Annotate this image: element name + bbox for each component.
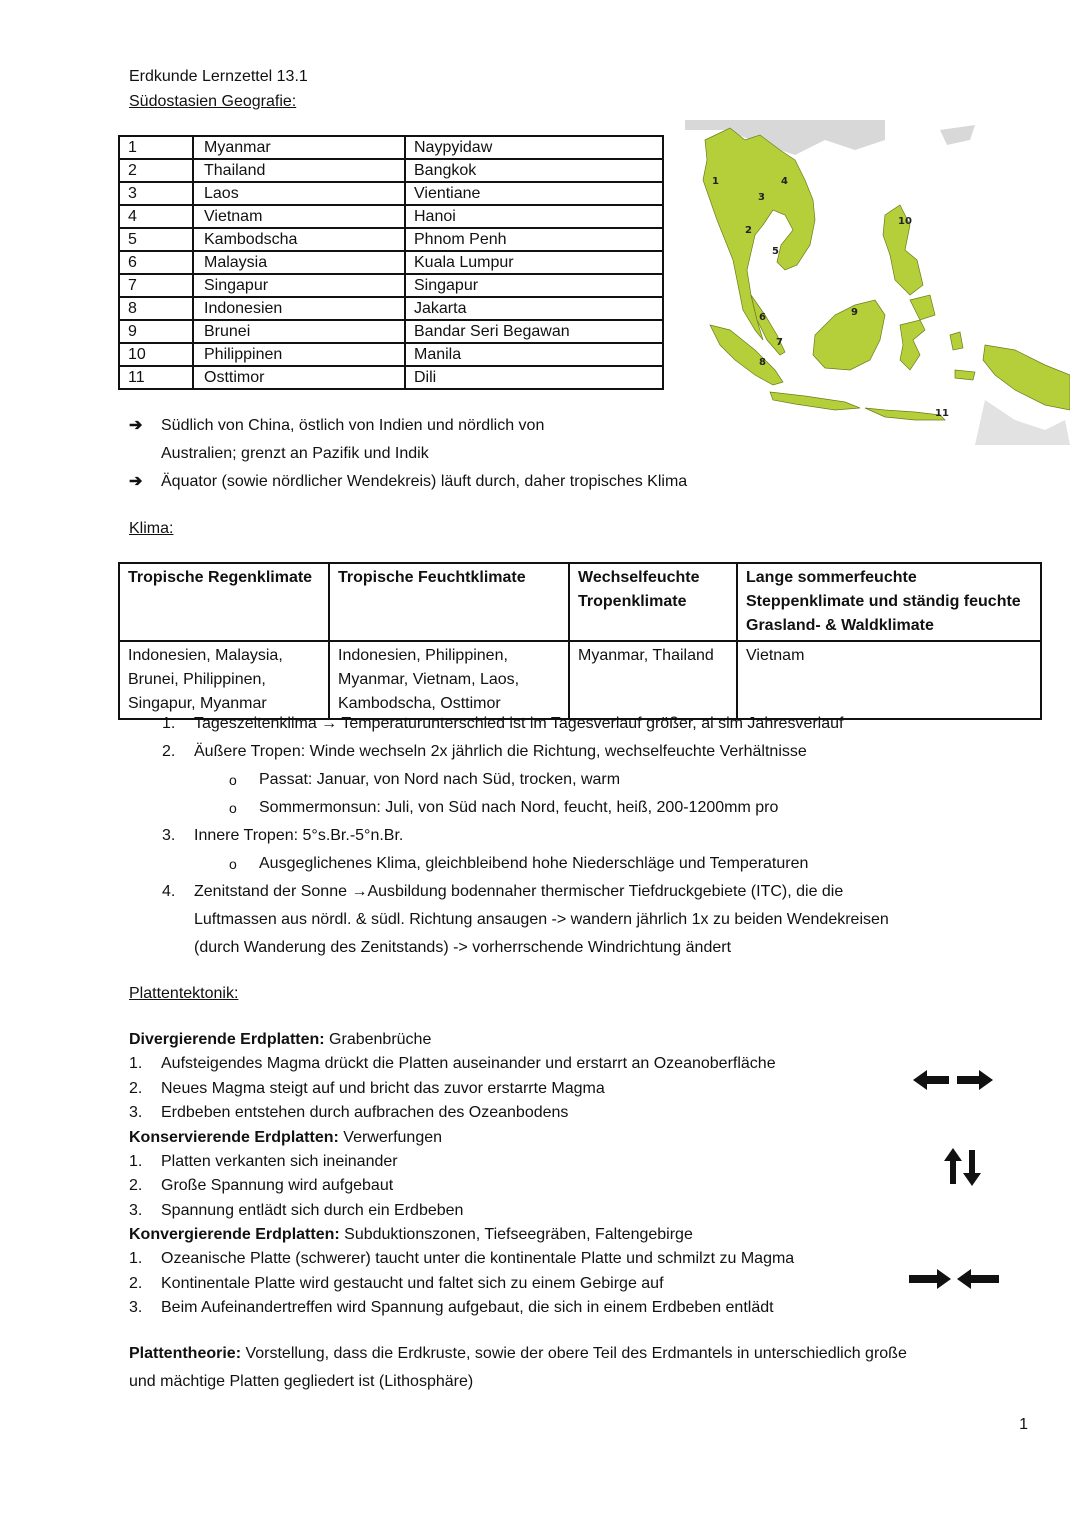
country-name: Thailand bbox=[193, 159, 405, 182]
conservative-item: 2. Große Spannung wird aufgebaut bbox=[129, 1177, 394, 1194]
climate-item-cont: (durch Wanderung des Zenitstands) -> vorherrschende Windrichtung ändert bbox=[194, 939, 732, 956]
country-number: 7 bbox=[119, 274, 193, 297]
map-label: 1 bbox=[712, 176, 719, 187]
country-name: Singapur bbox=[193, 274, 405, 297]
map-label: 6 bbox=[759, 312, 766, 323]
transform-arrows-icon bbox=[944, 1148, 982, 1186]
climate-cell: Indonesien, Malaysia, Brunei, Philippinen, Singapur, Myanmar bbox=[119, 641, 329, 719]
climate-item-cont: Luftmassen aus nördl. & südl. Richtung ansaugen -> wandern jährlich 1x zu beiden Wendekreisen bbox=[194, 911, 889, 928]
climate-cell: Vietnam bbox=[737, 641, 1041, 719]
climate-header: Lange sommerfeuchte Steppenklimate und ständig feuchte Grasland- & Waldklimate bbox=[737, 563, 1041, 641]
map-label: 11 bbox=[935, 408, 949, 419]
map-label: 3 bbox=[758, 192, 765, 203]
country-name: Osttimor bbox=[193, 366, 405, 389]
location-note-1: ➔ Südlich von China, östlich von Indien und nördlich von bbox=[129, 412, 544, 440]
divergent-item: 1. Aufsteigendes Magma drückt die Platten auseinander und erstarrt an Ozeanoberfläche bbox=[129, 1055, 776, 1072]
doc-title: Erdkunde Lernzettel 13.1 bbox=[129, 68, 308, 85]
map-label: 9 bbox=[851, 307, 858, 318]
southeast-asia-map bbox=[685, 120, 1070, 445]
arrow-right-icon: ➔ bbox=[129, 473, 143, 490]
climate-item: 4. Zenitstand der Sonne →Ausbildung bodennaher thermischer Tiefdruckgebiete (ITC), die die bbox=[162, 883, 844, 900]
country-number: 5 bbox=[119, 228, 193, 251]
country-row bbox=[119, 366, 663, 389]
location-note-1-cont: Australien; grenzt an Pazifik und Indik bbox=[161, 445, 429, 462]
climate-header: Tropische Regenklimate bbox=[119, 563, 329, 641]
country-number: 6 bbox=[119, 251, 193, 274]
conservative-heading: Konservierende Erdplatten: Verwerfungen bbox=[129, 1129, 443, 1146]
country-number: 1 bbox=[119, 136, 193, 159]
climate-cell: Indonesien, Philippinen, Myanmar, Vietnam, Laos, Kambodscha, Osttimor bbox=[329, 641, 569, 719]
arrow-right-icon: ➔ bbox=[129, 417, 143, 434]
country-name: Indonesien bbox=[193, 297, 405, 320]
section-heading-plates: Plattentektonik: bbox=[129, 985, 239, 1002]
climate-header: Tropische Feuchtklimate bbox=[329, 563, 569, 641]
country-row bbox=[119, 251, 663, 274]
country-row bbox=[119, 320, 663, 343]
convergent-item: 3. Beim Aufeinandertreffen wird Spannung aufgebaut, die sich in einem Erdbeben entlädt bbox=[129, 1299, 774, 1316]
plate-theory-cont: und mächtige Platten gegliedert ist (Lithosphäre) bbox=[129, 1373, 474, 1390]
country-row bbox=[119, 136, 663, 159]
country-capital: Naypyidaw bbox=[405, 136, 663, 159]
country-name: Laos bbox=[193, 182, 405, 205]
country-name: Kambodscha bbox=[193, 228, 405, 251]
divergent-item: 3. Erdbeben entstehen durch aufbrachen des Ozeanbodens bbox=[129, 1104, 569, 1121]
climate-cell: Myanmar, Thailand bbox=[569, 641, 737, 719]
map-label: 5 bbox=[772, 246, 779, 257]
countries-table bbox=[118, 135, 664, 390]
country-number: 9 bbox=[119, 320, 193, 343]
country-number: 2 bbox=[119, 159, 193, 182]
map-label: 10 bbox=[898, 216, 912, 227]
country-row bbox=[119, 159, 663, 182]
divergent-item: 2. Neues Magma steigt auf und bricht das zuvor erstarrte Magma bbox=[129, 1080, 605, 1097]
plate-theory: Plattentheorie: Vorstellung, dass die Erdkruste, sowie der obere Teil des Erdmantels in unterschiedlich große bbox=[129, 1345, 907, 1362]
page-number: 1 bbox=[1019, 1416, 1028, 1433]
country-number: 11 bbox=[119, 366, 193, 389]
map-label: 7 bbox=[776, 337, 783, 348]
climate-item: 1. Tageszeitenklima → Temperaturunterschied ist im Tagesverlauf größer, al sim Jahresverlauf bbox=[162, 715, 844, 732]
convergent-item: 2. Kontinentale Platte wird gestaucht und faltet sich zu einem Gebirge auf bbox=[129, 1275, 664, 1292]
climate-subitem: o Sommermonsun: Juli, von Süd nach Nord, feucht, heiß, 200-1200mm pro bbox=[229, 799, 779, 816]
convergent-item: 1. Ozeanische Platte (schwerer) taucht unter die kontinentale Platte und schmilzt zu Magma bbox=[129, 1250, 795, 1267]
country-capital: Singapur bbox=[405, 274, 663, 297]
country-name: Vietnam bbox=[193, 205, 405, 228]
country-capital: Kuala Lumpur bbox=[405, 251, 663, 274]
map-label: 8 bbox=[759, 357, 766, 368]
country-row bbox=[119, 228, 663, 251]
section-heading-geography: Südostasien Geografie: bbox=[129, 93, 297, 110]
map-label: 2 bbox=[745, 225, 752, 236]
country-row bbox=[119, 343, 663, 366]
climate-subitem: o Passat: Januar, von Nord nach Süd, trocken, warm bbox=[229, 771, 621, 788]
country-name: Philippinen bbox=[193, 343, 405, 366]
map-label: 4 bbox=[781, 176, 788, 187]
climate-subitem: o Ausgeglichenes Klima, gleichbleibend hohe Niederschläge und Temperaturen bbox=[229, 855, 809, 872]
diverging-arrows-icon bbox=[913, 1068, 993, 1092]
climate-item: 3. Innere Tropen: 5°s.Br.-5°n.Br. bbox=[162, 827, 404, 844]
country-number: 4 bbox=[119, 205, 193, 228]
country-capital: Bandar Seri Begawan bbox=[405, 320, 663, 343]
country-capital: Vientiane bbox=[405, 182, 663, 205]
country-row bbox=[119, 182, 663, 205]
converging-arrows-icon bbox=[909, 1267, 999, 1291]
conservative-item: 3. Spannung entlädt sich durch ein Erdbeben bbox=[129, 1202, 464, 1219]
country-number: 10 bbox=[119, 343, 193, 366]
divergent-heading: Divergierende Erdplatten: Grabenbrüche bbox=[129, 1031, 432, 1048]
country-number: 3 bbox=[119, 182, 193, 205]
convergent-heading: Konvergierende Erdplatten: Subduktionszonen, Tiefseegräben, Faltengebirge bbox=[129, 1226, 693, 1243]
country-name: Brunei bbox=[193, 320, 405, 343]
country-row bbox=[119, 297, 663, 320]
country-capital: Jakarta bbox=[405, 297, 663, 320]
country-capital: Dili bbox=[405, 366, 663, 389]
conservative-item: 1. Platten verkanten sich ineinander bbox=[129, 1153, 398, 1170]
country-name: Malaysia bbox=[193, 251, 405, 274]
climate-table bbox=[118, 562, 1042, 720]
country-row bbox=[119, 274, 663, 297]
country-capital: Phnom Penh bbox=[405, 228, 663, 251]
location-note-2: ➔ Äquator (sowie nördlicher Wendekreis) läuft durch, daher tropisches Klima bbox=[129, 468, 687, 496]
country-name: Myanmar bbox=[193, 136, 405, 159]
section-heading-climate: Klima: bbox=[129, 520, 174, 537]
country-capital: Bangkok bbox=[405, 159, 663, 182]
country-number: 8 bbox=[119, 297, 193, 320]
country-capital: Manila bbox=[405, 343, 663, 366]
country-capital: Hanoi bbox=[405, 205, 663, 228]
climate-header: Wechselfeuchte Tropenklimate bbox=[569, 563, 737, 641]
climate-item: 2. Äußere Tropen: Winde wechseln 2x jährlich die Richtung, wechselfeuchte Verhältnisse bbox=[162, 743, 807, 760]
country-row bbox=[119, 205, 663, 228]
